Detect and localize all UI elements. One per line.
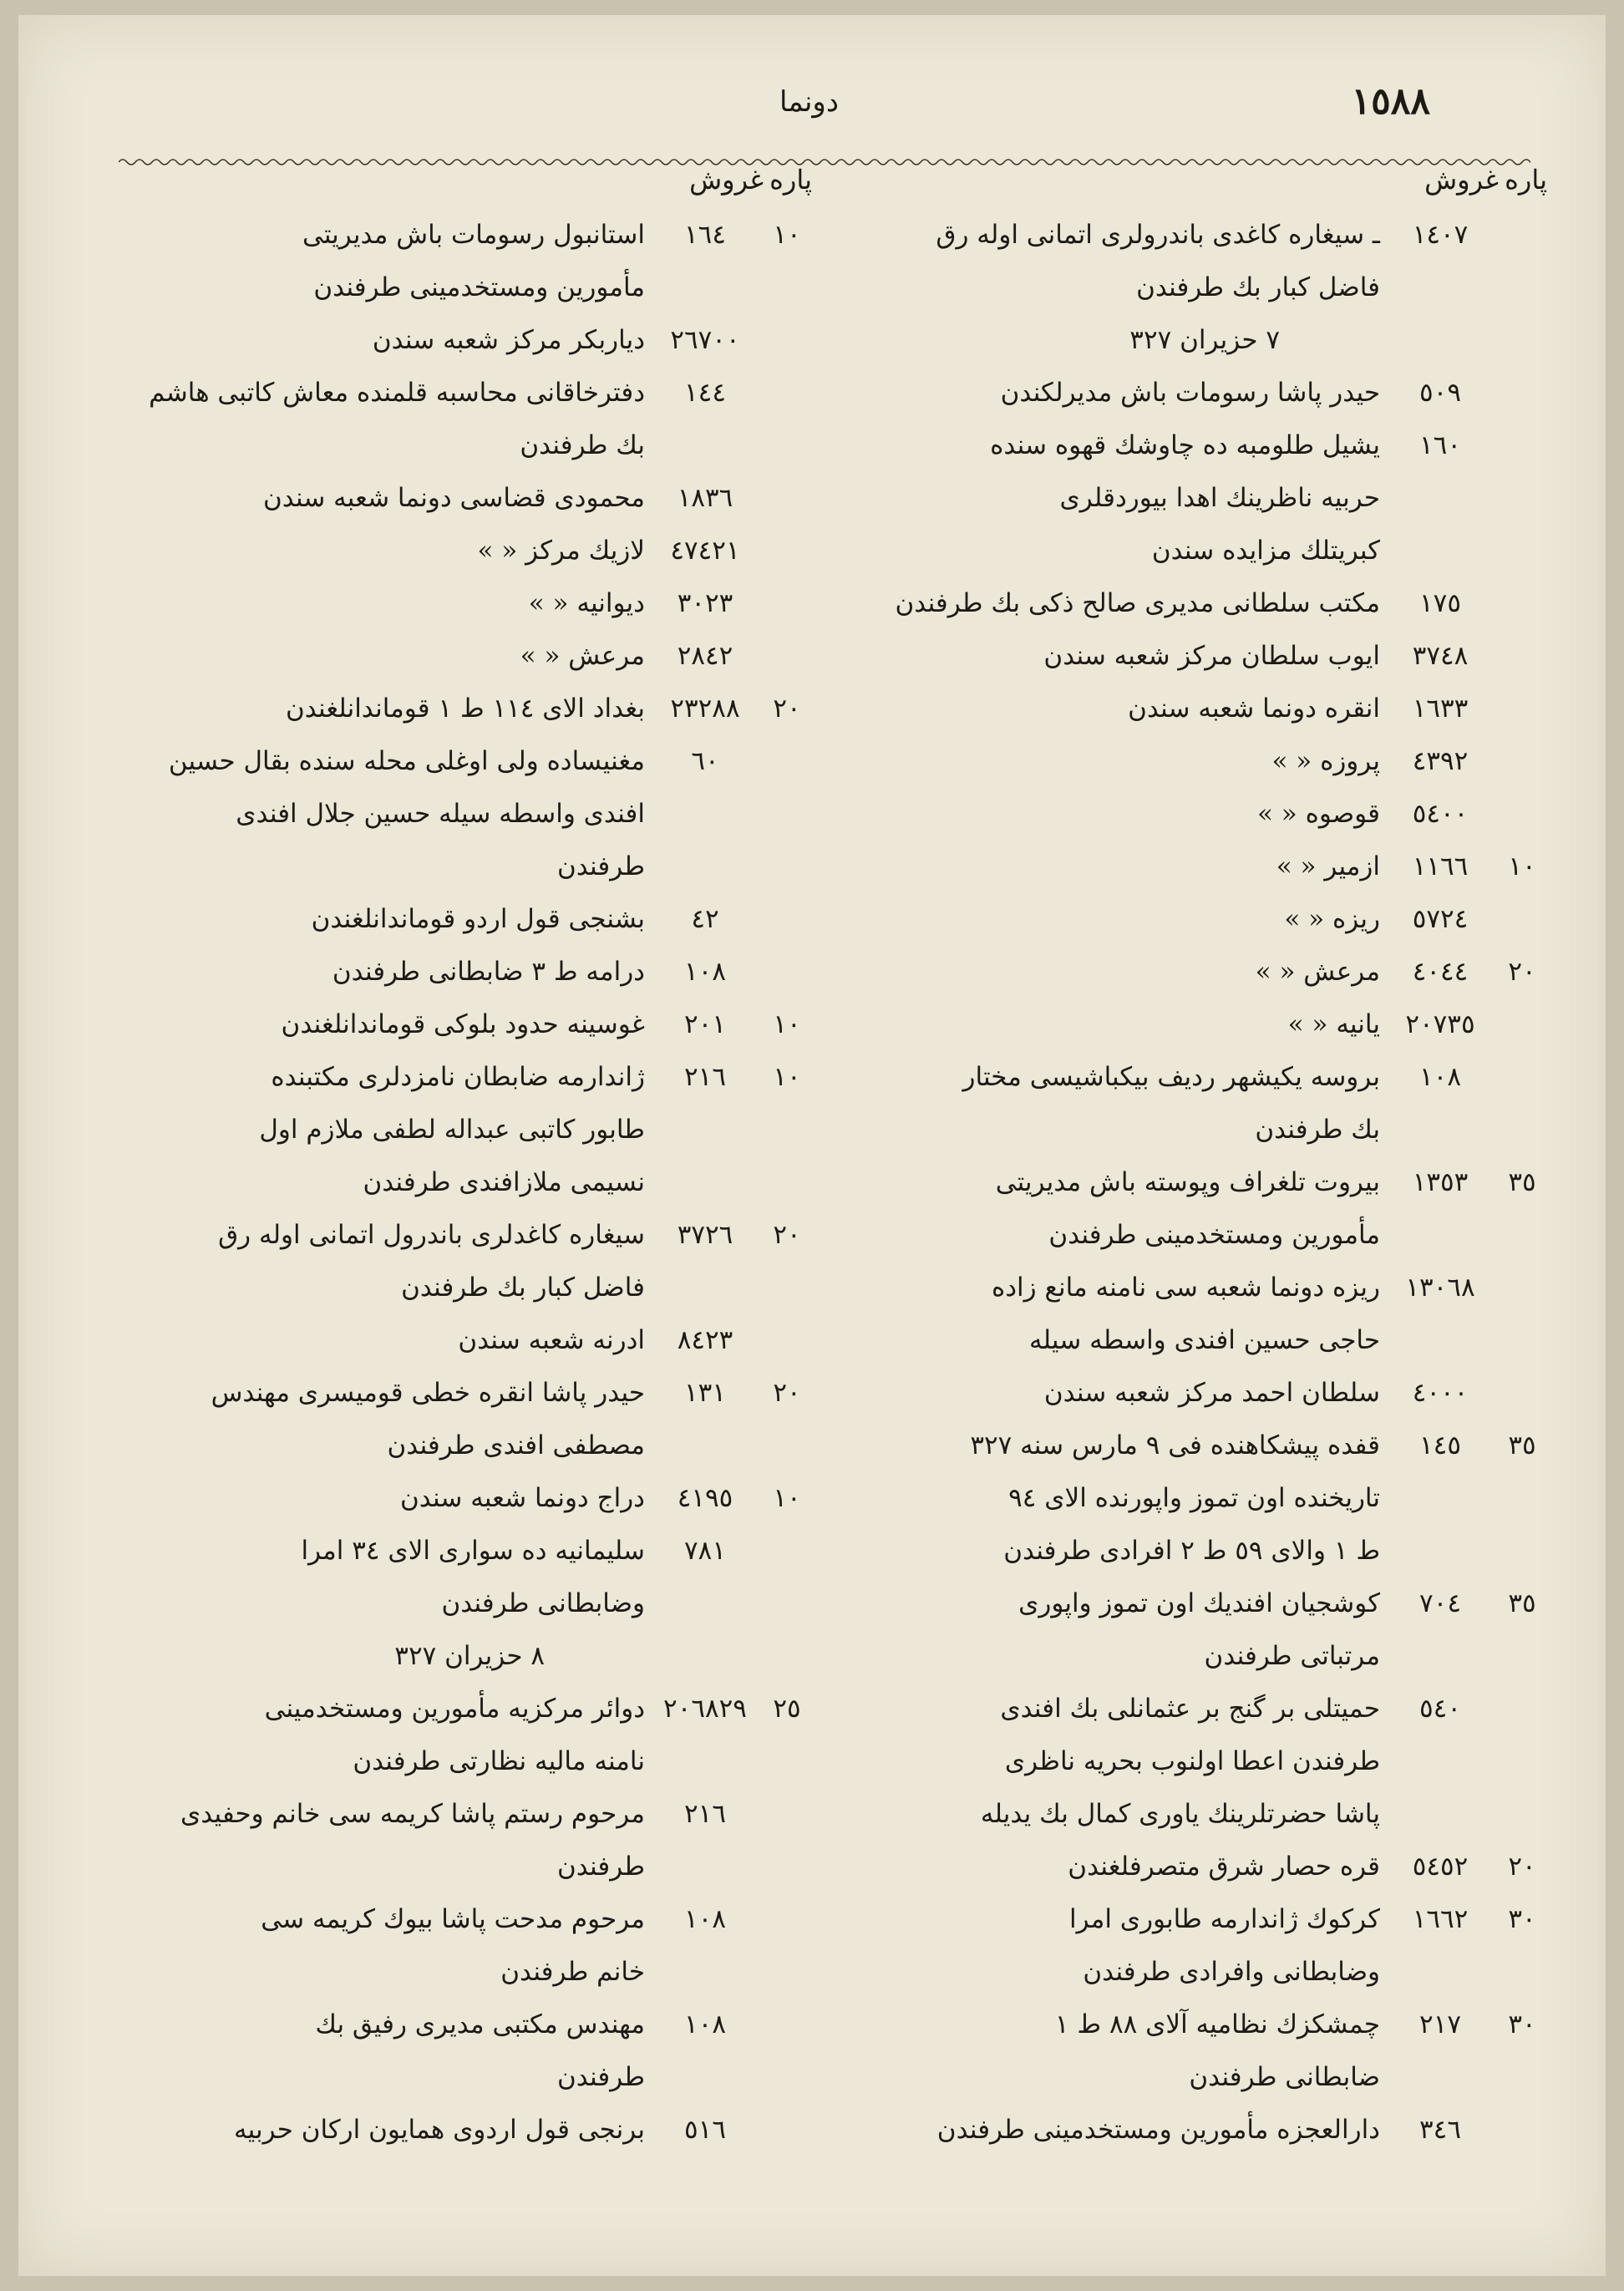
ledger-entry <box>127 683 812 735</box>
ledger-entry <box>862 841 1547 893</box>
ledger-entry <box>862 788 1547 841</box>
description-line: طرفندن <box>557 1852 645 1882</box>
amount-ghurush: ٣٧٤٨ <box>1412 641 1469 671</box>
entry-description <box>127 1893 645 1999</box>
description-line: سليمانيه ده سواری الای ٣٤ امرا <box>301 1536 645 1566</box>
entry-description <box>862 1051 1380 1156</box>
amount-ghurush: ١٦٤ <box>684 220 726 250</box>
entry-description <box>127 209 645 314</box>
ledger-entry <box>862 893 1547 946</box>
amount-ghurush: ١٣٥٣ <box>1412 1167 1469 1197</box>
ledger-entry <box>127 525 812 577</box>
entry-list <box>127 209 812 2156</box>
description-line: كوشجيان افنديك اون تموز واپوری <box>1018 1588 1380 1618</box>
amount-ghurush: ٣٧٢٦ <box>677 1220 733 1250</box>
entry-description <box>127 525 645 577</box>
amount-ghurush: ٤٠٠٠ <box>1412 1378 1469 1408</box>
description-line: دوائر مركزيه مأمورين ومستخدمينی <box>264 1694 645 1724</box>
amount-ghurush: ٢٣٢٨٨ <box>670 693 740 724</box>
entry-description <box>862 630 1380 683</box>
amount-ghurush: ١٠٨ <box>1419 1062 1461 1092</box>
ledger-entry <box>127 1683 812 1788</box>
entry-description <box>127 893 645 946</box>
description-line: ادرنه شعبه سندن <box>458 1325 645 1355</box>
amount-ghurush: ١٤٤ <box>684 378 726 408</box>
entry-description <box>862 1420 1380 1577</box>
amount-ghurush: ٥١٦ <box>684 2115 726 2145</box>
entry-description <box>127 1788 645 1893</box>
amount-ghurush: ٢١٦ <box>684 1062 726 1092</box>
entry-description <box>127 946 645 998</box>
amount-ghurush: ٣٤٦ <box>1419 2115 1461 2145</box>
amount-ghurush: ٥٤٠٠ <box>1412 799 1469 829</box>
description-line: دارالعجزه مأمورين ومستخدمينی طرفندن <box>936 2115 1380 2145</box>
ledger-entry <box>862 1683 1547 1841</box>
ledger-entry <box>127 1893 812 1999</box>
entry-description <box>862 1683 1380 1841</box>
description-line: حيدر پاشا انقره خطی قوميسری مهندس <box>211 1378 645 1408</box>
amount-ghurush: ١٠٨ <box>684 2009 726 2040</box>
ledger-entry <box>127 946 812 998</box>
amount-para: ٣٠ <box>1508 2009 1536 2040</box>
ledger-entry <box>862 998 1547 1051</box>
amount-ghurush: ١٨٣٦ <box>677 483 733 513</box>
ledger-entry <box>862 1577 1547 1683</box>
description-line: حاجی حسين افندی واسطه سيله <box>1029 1325 1380 1355</box>
description-line: دراج دونما شعبه سندن <box>399 1483 645 1513</box>
amount-ghurush: ٧٨١ <box>684 1536 726 1566</box>
description-line: مأمورين ومستخدمينی طرفندن <box>313 272 645 302</box>
ledger-entry <box>127 314 812 367</box>
ledger-entry <box>127 1209 812 1314</box>
ledger-entry <box>127 998 812 1051</box>
entry-description <box>862 419 1380 577</box>
entry-description <box>127 1683 645 1788</box>
entry-description <box>862 1841 1380 1893</box>
description-line: بك طرفندن <box>520 430 645 460</box>
entry-description <box>127 1999 645 2104</box>
unit-header <box>127 157 812 202</box>
description-line: نامنه ماليه نظارتی طرفندن <box>353 1746 645 1776</box>
description-line: سلطان احمد مركز شعبه سندن <box>1043 1378 1380 1408</box>
description-line: غوسينه حدود بلوكی قوماندانلغندن <box>281 1009 645 1039</box>
amount-ghurush: ٤٧٤٢١ <box>670 536 740 566</box>
entry-description <box>127 1525 645 1630</box>
unit-header <box>862 157 1547 202</box>
amount-para: ٢٠ <box>773 693 801 724</box>
ledger-entry <box>862 419 1547 577</box>
description-line: سيغاره كاغدلری باندرول اتمانی اوله رق <box>218 1220 645 1250</box>
amount-ghurush: ٨٤٢٣ <box>677 1325 733 1355</box>
description-line: طرفندن اعطا اولنوب بحريه ناظری <box>1004 1746 1380 1776</box>
description-line: مرحوم رستم پاشا كريمه سی خانم وحفيدی <box>180 1799 645 1829</box>
unit-ghurush-label: غروش <box>689 164 764 196</box>
amount-ghurush: ٥٧٢٤ <box>1412 904 1469 934</box>
entry-description <box>862 314 1380 367</box>
entry-description <box>862 998 1380 1051</box>
entry-description <box>127 472 645 525</box>
amount-para: ١٠ <box>773 220 801 250</box>
ledger-entry <box>127 1051 812 1209</box>
ledger-entry <box>862 1262 1547 1367</box>
description-line: چمشكزك نظاميه آلای ٨٨ ط ١ <box>1054 2009 1380 2040</box>
ledger-entry <box>127 630 812 683</box>
entry-description <box>127 1367 645 1472</box>
description-line: افندی واسطه سيله حسين جلال افندی <box>236 799 645 829</box>
entry-description <box>127 1209 645 1314</box>
description-line: استانبول رسومات باش مديريتی <box>302 220 645 250</box>
entry-description <box>127 314 645 367</box>
description-line: مأمورين ومستخدمينی طرفندن <box>1048 1220 1380 1250</box>
unit-ghurush-label: غروش <box>1424 164 1499 196</box>
description-line: مغنيساده ولی اوغلی محله سنده بقال حسين <box>168 746 645 776</box>
entry-description <box>862 2104 1380 2156</box>
description-line: يشيل طلومبه ده چاوشك قهوه سنده <box>990 430 1380 460</box>
entry-description <box>127 577 645 630</box>
amount-para: ٢٠ <box>1508 957 1536 987</box>
description-line: ٨ حزيران ٣٢٧ <box>394 1641 545 1671</box>
entry-description <box>127 998 645 1051</box>
description-line: خانم طرفندن <box>500 1957 645 1987</box>
amount-ghurush: ٤٣٩٢ <box>1412 746 1469 776</box>
ledger-entry <box>127 893 812 946</box>
amount-para: ٣٥ <box>1508 1167 1536 1197</box>
amount-para: ١٠ <box>773 1009 801 1039</box>
entry-description <box>127 1472 645 1525</box>
description-line: كبريتلك مزايده سندن <box>1151 536 1380 566</box>
description-line: پروزه « » <box>1271 746 1380 776</box>
amount-ghurush: ٤٢ <box>691 904 719 934</box>
amount-para: ٣٥ <box>1508 1430 1536 1460</box>
amount-ghurush: ٢٠٦٨٢٩ <box>663 1694 747 1724</box>
amount-ghurush: ١٣٠٦٨ <box>1405 1272 1475 1303</box>
amount-para: ٢٥ <box>773 1694 801 1724</box>
ledger-entry <box>127 1367 812 1472</box>
entry-description <box>127 683 645 735</box>
ledger-entry <box>862 209 1547 314</box>
amount-ghurush: ٥٠٩ <box>1419 378 1461 408</box>
amount-ghurush: ١٦٣٣ <box>1412 693 1469 724</box>
amount-ghurush: ١٦٦٢ <box>1412 1904 1469 1934</box>
description-line: بشنجی قول اردو قوماندانلغندن <box>311 904 645 934</box>
ledger-entry <box>862 1420 1547 1577</box>
ledger-entry <box>127 1999 812 2104</box>
amount-ghurush: ٥٤٠ <box>1419 1694 1461 1724</box>
description-line: ازمير « » <box>1276 851 1380 881</box>
description-line: يانيه « » <box>1287 1009 1380 1039</box>
description-line: پاشا حضرتلرينك ياوری كمال بك يديله <box>980 1799 1380 1829</box>
description-line: انقره دونما شعبه سندن <box>1128 693 1380 724</box>
description-line: لازيك مركز « » <box>477 536 645 566</box>
unit-para-label: پاره <box>1505 164 1547 196</box>
amount-para: ٣٥ <box>1508 1588 1536 1618</box>
right-column <box>862 157 1547 2156</box>
ledger-page <box>18 15 1606 2276</box>
description-line: طرفندن <box>557 851 645 881</box>
description-line: حيدر پاشا رسومات باش مديرلكندن <box>1000 378 1380 408</box>
description-line: ريزه دونما شعبه سی نامنه مانع زاده <box>991 1272 1380 1303</box>
description-line: دياربكر مركز شعبه سندن <box>372 325 645 355</box>
ledger-entry <box>862 1051 1547 1156</box>
description-line: فاضل كبار بك طرفندن <box>1136 272 1380 302</box>
ledger-entry <box>862 1893 1547 1999</box>
entry-description <box>862 1999 1380 2104</box>
ledger-entry <box>127 735 812 893</box>
entry-description <box>862 1893 1380 1999</box>
amount-para: ٢٠ <box>773 1220 801 1250</box>
entry-list <box>862 209 1547 2156</box>
amount-ghurush: ١١٦٦ <box>1412 851 1469 881</box>
description-line: مكتب سلطانی مديری صالح ذكی بك طرفندن <box>895 588 1380 618</box>
entry-description <box>862 1577 1380 1683</box>
entry-description <box>862 735 1380 788</box>
description-line: ضابطانی طرفندن <box>1189 2062 1380 2092</box>
ledger-entry <box>127 1525 812 1630</box>
entry-description <box>127 1630 645 1683</box>
amount-para: ١٠ <box>773 1483 801 1513</box>
description-line: وضابطانی طرفندن <box>441 1588 645 1618</box>
entry-description <box>127 2104 645 2156</box>
entry-description <box>127 630 645 683</box>
amount-ghurush: ٢٠٧٣٥ <box>1405 1009 1475 1039</box>
ledger-entry <box>127 2104 812 2156</box>
amount-para: ٣٠ <box>1508 1904 1536 1934</box>
ledger-entry <box>862 367 1547 419</box>
description-line: ـ سيغاره كاغدی باندرولری اتمانی اوله رق <box>936 220 1380 250</box>
description-line: بيروت تلغراف وپوسته باش مديريتی <box>995 1167 1380 1197</box>
entry-description <box>862 209 1380 314</box>
entry-description <box>862 367 1380 419</box>
description-line: ديوانيه « » <box>528 588 645 618</box>
amount-ghurush: ١٧٥ <box>1419 588 1461 618</box>
ledger-entry <box>862 735 1547 788</box>
description-line: ژاندارمه ضابطان نامزدلری مكتبنده <box>271 1062 645 1092</box>
ledger-entry <box>127 1314 812 1367</box>
description-line: فاضل كبار بك طرفندن <box>401 1272 645 1303</box>
description-line: مصطفی افندی طرفندن <box>387 1430 645 1460</box>
amount-ghurush: ١٠٨ <box>684 957 726 987</box>
ledger-entry <box>127 1472 812 1525</box>
description-line: قوصوه « » <box>1256 799 1380 829</box>
description-line: برنجی قول اردوی همايون اركان حربيه <box>233 2115 645 2145</box>
ledger-entry <box>862 2104 1547 2156</box>
ledger-entry <box>127 209 812 314</box>
amount-ghurush: ٥٤٥٢ <box>1412 1852 1469 1882</box>
description-line: بروسه يكيشهر رديف بيكباشيسی مختار <box>962 1062 1380 1092</box>
description-line: حربيه ناظرينك اهدا بيوردقلری <box>1059 483 1380 513</box>
amount-ghurush: ٢١٧ <box>1419 2009 1461 2040</box>
description-line: بك طرفندن <box>1255 1115 1380 1145</box>
amount-ghurush: ١٤٥ <box>1419 1430 1461 1460</box>
entry-description <box>862 841 1380 893</box>
entry-description <box>862 577 1380 630</box>
amount-ghurush: ٢٠١ <box>684 1009 726 1039</box>
description-line: وضابطانی وافرادی طرفندن <box>1083 1957 1380 1987</box>
amount-ghurush: ٢١٦ <box>684 1799 726 1829</box>
page-header <box>18 57 1606 132</box>
description-line: قره حصار شرق متصرفلغندن <box>1068 1852 1380 1882</box>
entry-description <box>862 893 1380 946</box>
description-line: كركوك ژاندارمه طابوری امرا <box>1069 1904 1380 1934</box>
description-line: مهندس مكتبی مديری رفيق بك <box>315 2009 645 2040</box>
amount-ghurush: ١٦٠ <box>1419 430 1461 460</box>
ledger-entry <box>862 946 1547 998</box>
page-number: ١٥٨٨ <box>1351 80 1430 123</box>
ledger-entry <box>862 630 1547 683</box>
entry-description <box>127 735 645 893</box>
amount-para: ١٠ <box>773 1062 801 1092</box>
date-line <box>127 1630 812 1683</box>
amount-para: ٢٠ <box>773 1378 801 1408</box>
ledger-entry <box>127 577 812 630</box>
amount-ghurush: ٤١٩٥ <box>677 1483 733 1513</box>
amount-ghurush: ١٠٨ <box>684 1904 726 1934</box>
ledger-entry <box>862 577 1547 630</box>
entry-description <box>862 1367 1380 1420</box>
entry-description <box>127 1051 645 1209</box>
entry-description <box>127 1314 645 1367</box>
description-line: ٧ حزيران ٣٢٧ <box>1129 325 1280 355</box>
description-line: طابور كاتبی عبداله لطفی ملازم اول <box>259 1115 645 1145</box>
description-line: مرعش « » <box>1255 957 1380 987</box>
left-column <box>127 157 812 2156</box>
description-line: ط ١ والای ٥٩ ط ٢ افرادی طرفندن <box>1003 1536 1380 1566</box>
amount-ghurush: ٢٨٤٢ <box>677 641 733 671</box>
description-line: حميتلی بر گنج بر عثمانلی بك افندی <box>1000 1694 1380 1724</box>
ledger-entry <box>127 367 812 472</box>
amount-ghurush: ١٤٠٧ <box>1412 220 1469 250</box>
entry-description <box>862 683 1380 735</box>
entry-description <box>862 946 1380 998</box>
amount-ghurush: ٦٠ <box>691 746 719 776</box>
amount-ghurush: ٣٠٢٣ <box>677 588 733 618</box>
description-line: محمودی قضاسی دونما شعبه سندن <box>262 483 645 513</box>
description-line: قفده پيشكاهنده فی ٩ مارس سنه ٣٢٧ <box>970 1430 1380 1460</box>
description-line: دفترخاقانی محاسبه قلمنده معاش كاتبی هاشم <box>149 378 645 408</box>
entry-description <box>127 367 645 472</box>
description-line: مرحوم مدحت پاشا بيوك كريمه سی <box>261 1904 645 1934</box>
date-line <box>862 314 1547 367</box>
description-line: مرتباتی طرفندن <box>1204 1641 1380 1671</box>
amount-ghurush: ٧٠٤ <box>1419 1588 1461 1618</box>
description-line: نسيمی ملازافندی طرفندن <box>363 1167 645 1197</box>
entry-description <box>862 1262 1380 1367</box>
amount-ghurush: ٢٦٧٠٠ <box>670 325 740 355</box>
description-line: طرفندن <box>557 2062 645 2092</box>
amount-para: ١٠ <box>1508 851 1536 881</box>
running-head: دونما <box>779 85 839 119</box>
description-line: تاريخنده اون تموز واپورنده الای ٩٤ <box>1008 1483 1380 1513</box>
ledger-entry <box>127 472 812 525</box>
ledger-entry <box>127 1788 812 1893</box>
amount-ghurush: ١٣١ <box>684 1378 726 1408</box>
amount-para: ٢٠ <box>1508 1852 1536 1882</box>
entry-description <box>862 788 1380 841</box>
ledger-entry <box>862 1841 1547 1893</box>
description-line: درامه ط ٣ ضابطانی طرفندن <box>332 957 645 987</box>
description-line: ريزه « » <box>1284 904 1380 934</box>
ledger-entry <box>862 1156 1547 1262</box>
unit-para-label: پاره <box>769 164 812 196</box>
ledger-entry <box>862 1999 1547 2104</box>
description-line: ايوب سلطان مركز شعبه سندن <box>1043 641 1380 671</box>
description-line: مرعش « » <box>520 641 645 671</box>
entry-description <box>862 1156 1380 1262</box>
ledger-entry <box>862 683 1547 735</box>
description-line: بغداد الای ١١٤ ط ١ قوماندانلغندن <box>285 693 645 724</box>
ledger-entry <box>862 1367 1547 1420</box>
amount-ghurush: ٤٠٤٤ <box>1412 957 1469 987</box>
